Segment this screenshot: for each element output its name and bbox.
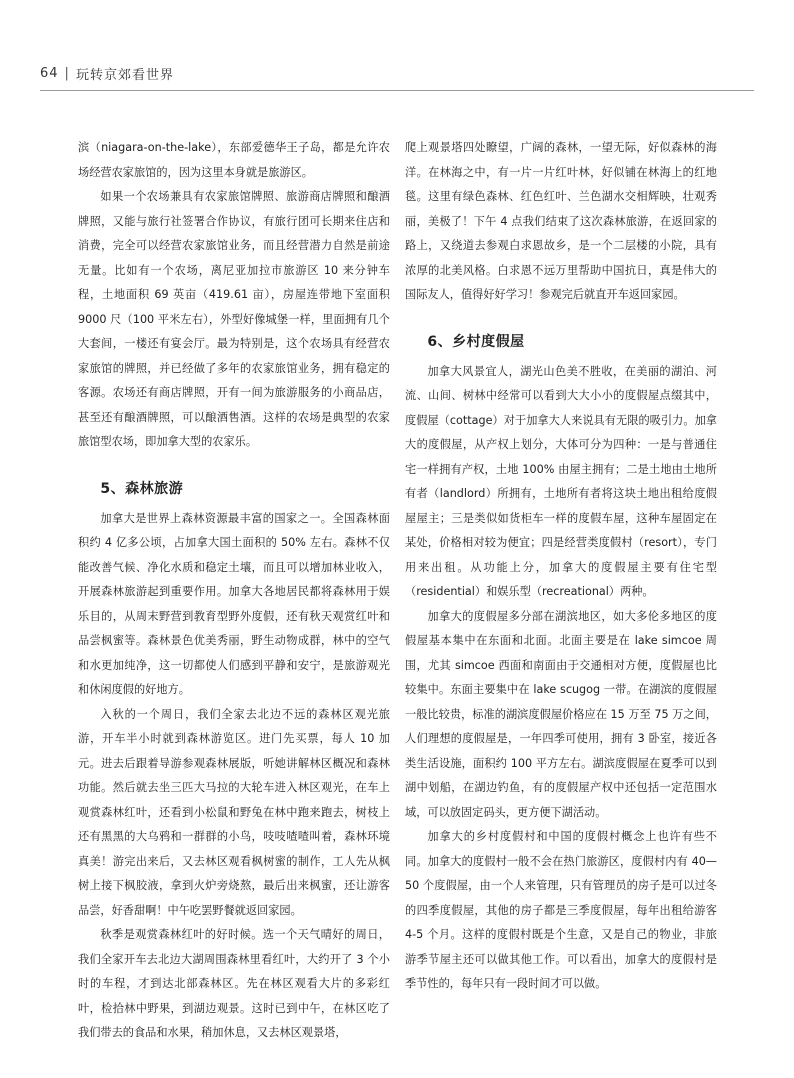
- paragraph: 加拿大是世界上森林资源最丰富的国家之一。全国森林面积约 4 亿多公顷，占加拿大国土面积的 50% 左右。森林不仅能改善气候、净化水质和稳定土壤，而且可以增加林业收入，开展森林旅游起到重要作用。加拿大各地居民都将森林用于娱乐目的，从周末野营到教育型野外度假，还有秋天观赏红叶和品尝枫蜜等。森林景色优美秀丽，野生动物成群，林中的空气和水更加纯净，这一切都使人们感到平静和安宁，是旅游观光和休闲度假的好地方。: [78, 511, 390, 696]
- page-number: 64: [40, 66, 59, 81]
- paragraph: 秋季是观赏森林红叶的好时候。选一个天气晴好的周日，我们全家开车去北边大湖周围森林里看红叶，大约开了 3 个小时的车程，才到达北部森林区。先在林区观看大片的多彩红叶，检拾林中野果，到湖边观景。这时已到中午，在林区吃了我们带去的食品和水果，稍加休息，又去林区观景塔，: [78, 928, 390, 1039]
- header-rule: [40, 90, 754, 91]
- section-heading-forest-tourism: 5、森林旅游: [100, 480, 184, 497]
- paragraph: 入秋的一个周日，我们全家去北边不远的森林区观光旅游，开车半小时就到森林游览区。进门先买票，每人 10 加元。进去后跟着导游参观森林展版，听她讲解林区概况和森林功能。然后就去坐三匹大马拉的大轮车进入林区观光，在车上观赏森林红叶，还看到小松鼠和野兔在林中跑来跑去，树枝上还有黑黑的大乌鸦和一群群的小鸟，吱吱喳喳叫着，森林环境真美！游完出来后，又去林区观看枫树蜜的制作，工人先从枫树上接下枫胶液，拿到火炉旁烧熬，最后出来枫蜜，还让游客品尝，好香甜啊！中午吃罢野餐就返回家园。: [78, 707, 390, 917]
- section-heading-rural-cottages: 6、乡村度假屋: [427, 333, 525, 350]
- running-head: [40, 64, 174, 83]
- paragraph: 加拿大的乡村度假村和中国的度假村概念上也许有些不同。加拿大的度假村一般不会在热门旅游区，度假村内有 40—50 个度假屋，由一个人来管理，只有管理员的房子是可以过冬的四季度假屋，其他的房子都是三季度假屋，每年出租给游客 4-5 个月。这样的度假村既是个生意，又是自己的物业，非旅游季节屋主还可以做其他工作。可以看出，加拿大的度假村是季节性的，每年只有一段时间才可以做。: [405, 830, 717, 990]
- paragraph: 爬上观景塔四处瞭望，广阔的森林，一望无际，好似森林的海洋。在林海之中，有一片一片红叶林，好似铺在林海上的红地毯。这里有绿色森林、红色红叶、兰色湖水交相辉映，壮观秀丽，美极了！下午 4 点我们结束了这次森林旅游，在返回家的路上，又绕道去参观白求恩故乡，是一个二层楼的小院，具有浓厚的北美风格。白求恩不远万里帮助中国抗日，真是伟大的国际友人，值得好好学习！参观完后就直开车返回家园。: [405, 141, 717, 301]
- left-column: [78, 136, 390, 1046]
- header-separator: |: [64, 66, 70, 81]
- paragraph: 如果一个农场兼具有农家旅馆牌照、旅游商店牌照和酿酒牌照，又能与旅行社签署合作协议，有旅行团可长期来住店和消费，完全可以经营农家旅馆业务，而且经营潜力自然是前途无量。比如有一个农场，离尼亚加拉市旅游区 10 来分钟车程，土地面积 69 英亩（419.61 亩），房屋连带地下室面积 9000 尺（100 平米左右），外型好像城堡一样，里面拥有几个大套间，一楼还有宴会厅。最为特别是，这个农场具有经营农家旅馆的牌照，并已经做了多年的农家旅馆业务，拥有稳定的客源。农场还有商店牌照，开有一间为旅游服务的小商品店，甚至还有酿酒牌照，可以酿酒售酒。这样的农场是典型的农家旅馆型农场，即加拿大型的农家乐。: [78, 190, 390, 448]
- paragraph: 加拿大风景宜人，湖光山色美不胜收，在美丽的湖泊、河流、山间、树林中经常可以看到大大小小的度假屋点缀其中，度假屋（cottage）对于加拿大人来说具有无限的吸引力。加拿大的度假屋，从产权上划分，大体可分为四种：一是与普通住宅一样拥有产权，土地 100% 由屋主拥有；二是土地由土地所有者（landlord）所拥有，土地所有者将这块土地出租给度假屋屋主；三是类似如货柜车一样的度假车屋，这种车屋固定在某处，价格相对较为便宜；四是经营类度假村（resort），专门用来出租。从功能上分，加拿大的度假屋主要有住宅型（residential）和娱乐型（recreational）两种。: [405, 364, 717, 598]
- book-title: 玩转京郊看世界: [75, 68, 174, 83]
- paragraph: 加拿大的度假屋多分部在湖滨地区，如大多伦多地区的度假屋基本集中在东面和北面。北面主要是在 lake simcoe 周围，尤其 simcoe 西面和南面由于交通相对方便，度假屋也比较集中。东面主要集中在 lake scugog 一带。在湖滨的度假屋一般比较贵，标准的湖滨度假屋价格应在 15 万至 75 万之间，人们理想的度假屋是，一年四季可使用，拥有 3 卧室，接近各类生活设施，面积约 100 平方左右。湖滨度假屋在夏季可以到湖中划船，在湖边钓鱼，有的度假屋产权中还包括一定范围水域，可以放固定码头，更方便下湖活动。: [405, 609, 717, 819]
- paragraph: 滨（niagara-on-the-lake），东部爱德华王子岛，都是允许农场经营农家旅馆的，因为这里本身就是旅游区。: [78, 141, 390, 179]
- right-column: [405, 136, 717, 997]
